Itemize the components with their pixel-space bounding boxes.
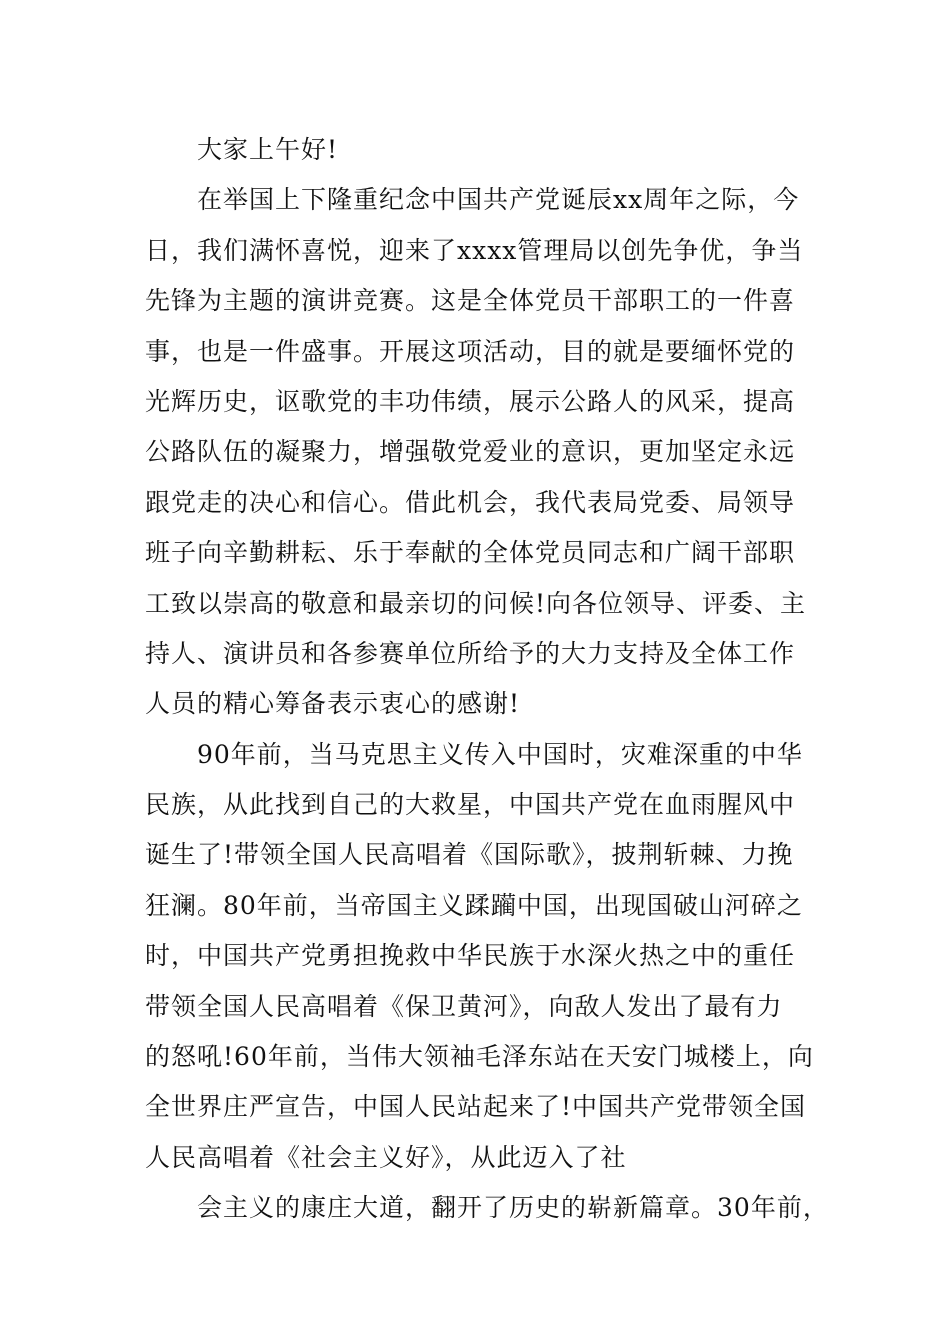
text-line: 的怒吼!60年前，当伟大领袖毛泽东站在天安门城楼上，向 xyxy=(145,1042,814,1072)
text-line: 班子向辛勤耕耘、乐于奉献的全体党员同志和广阔干部职 xyxy=(145,538,796,568)
text-line: 公路队伍的凝聚力，增强敬党爱业的意识，更加坚定永远 xyxy=(145,437,796,467)
text-line: 工致以崇高的敬意和最亲切的问候!向各位领导、评委、主 xyxy=(145,588,807,618)
text-line: 人员的精心筹备表示衷心的感谢! xyxy=(145,689,521,719)
text-line: 在举国上下隆重纪念中国共产党诞辰xx周年之际，今 xyxy=(197,185,800,215)
text-line: 时，中国共产党勇担挽救中华民族于水深火热之中的重任 xyxy=(145,941,796,971)
text-line: 日，我们满怀喜悦，迎来了xxxx管理局以创先争优，争当 xyxy=(145,235,804,265)
document-body xyxy=(145,125,829,1234)
text-line: 会主义的康庄大道，翻开了历史的崭新篇章。30年前， xyxy=(197,1193,829,1223)
text-line: 诞生了!带领全国人民高唱着《国际歌》，披荆斩棘、力挽 xyxy=(145,840,794,870)
text-line: 民族，从此找到自己的大救星，中国共产党在血雨腥风中 xyxy=(145,790,796,820)
text-line: 先锋为主题的演讲竞赛。这是全体党员干部职工的一件喜 xyxy=(145,286,796,316)
text-line: 全世界庄严宣告，中国人民站起来了!中国共产党带领全国 xyxy=(145,1092,807,1122)
text-line: 狂澜。80年前，当帝国主义蹂躏中国，出现国破山河碎之 xyxy=(145,890,803,920)
text-line: 光辉历史，讴歌党的丰功伟绩，展示公路人的风采，提高 xyxy=(145,386,796,416)
text-line: 事，也是一件盛事。开展这项活动，目的就是要缅怀党的 xyxy=(145,336,796,366)
text-line: 90年前，当马克思主义传入中国时，灾难深重的中华 xyxy=(197,739,803,769)
text-line: 持人、演讲员和各参赛单位所给予的大力支持及全体工作 xyxy=(145,638,796,668)
text-line: 人民高唱着《社会主义好》，从此迈入了社 xyxy=(145,1142,627,1172)
text-line: 带领全国人民高唱着《保卫黄河》，向敌人发出了最有力 xyxy=(145,991,783,1021)
greeting-line: 大家上午好! xyxy=(197,135,339,164)
text-line: 跟党走的决心和信心。借此机会，我代表局党委、局领导 xyxy=(145,487,796,517)
